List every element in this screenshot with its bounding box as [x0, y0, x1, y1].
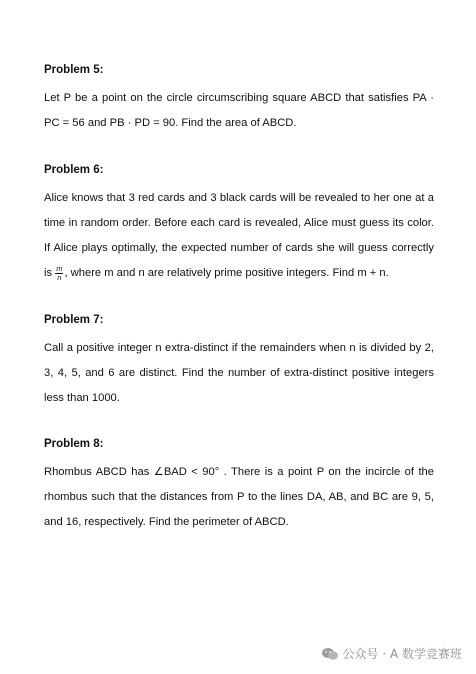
problem-title: Problem 7: [44, 314, 104, 326]
problem-title: Problem 8: [44, 438, 104, 450]
wechat-icon [321, 647, 339, 661]
fraction-m-over-n [55, 265, 63, 282]
problem-7 [44, 313, 434, 411]
problem-text: Call a positive integer n extra-distinct if the remainders when n is divided by 2, 3, 4, 5, and 6 are distinct. Find the number of extra-distinct positive integers less than 1000. [44, 342, 434, 404]
problem-6 [44, 163, 434, 286]
watermark [321, 645, 462, 662]
problem-title: Problem 6: [44, 164, 104, 176]
watermark-text: 公众号 · A 数学竞赛班 [342, 647, 462, 661]
problem-text: Let P be a point on the circle circumscribing square ABCD that satisfies PA · PC = 56 and PB · PD = 90. Find the area of ABCD. [44, 92, 434, 129]
fraction-numerator: m [56, 263, 63, 273]
problem-text-part: Alice knows that 3 red cards and 3 black cards will be revealed to her one at a time in random order. Before each card is revealed, Alice must guess its color. If Alice plays optimally, the expected number of cards she will guess correctly is [44, 192, 434, 279]
problem-8 [44, 437, 434, 535]
problem-text-part: , where m and n are relatively prime positive integers. Find m + n. [64, 267, 389, 279]
fraction-denominator: n [57, 272, 62, 282]
problem-text: Rhombus ABCD has ∠BAD < 90° . There is a point P on the incircle of the rhombus such that the distances from P to the lines DA, AB, and BC are 9, 5, and 16, respectively. Find the perimeter of ABCD. [44, 466, 434, 528]
problem-title: Problem 5: [44, 64, 104, 76]
problem-5 [44, 63, 434, 136]
problem-text [44, 186, 434, 286]
